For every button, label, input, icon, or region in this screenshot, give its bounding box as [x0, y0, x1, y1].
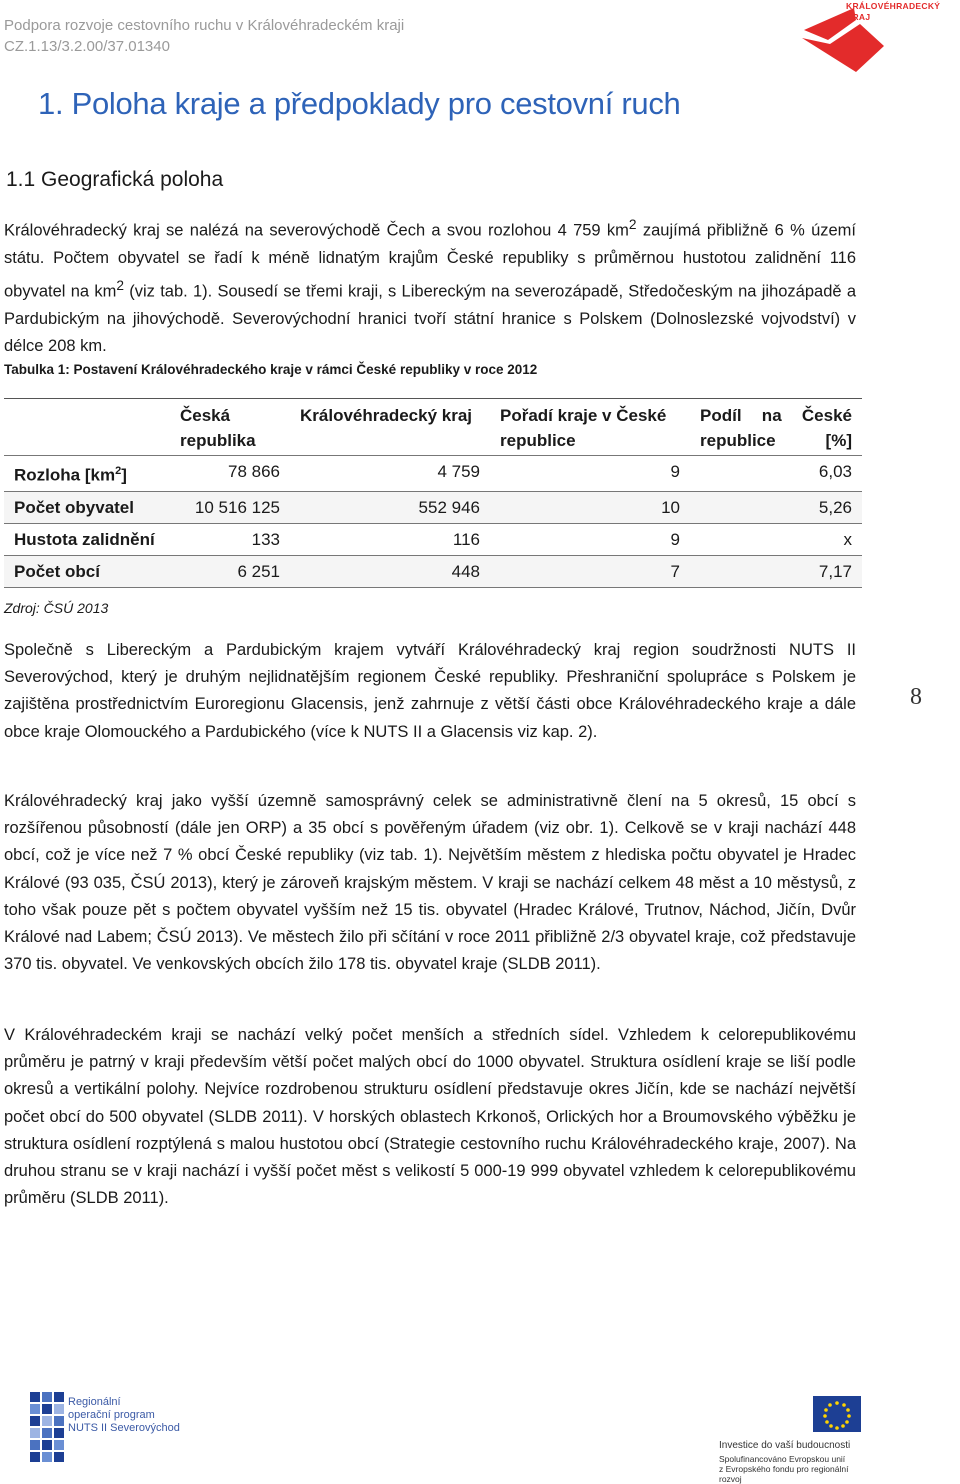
eu-logo	[715, 1396, 865, 1484]
column-header: Česká republika	[180, 406, 256, 450]
rop-logo-text	[68, 1396, 180, 1435]
section-title: 1.1 Geografická poloha	[6, 168, 224, 191]
paragraph-3: Královéhradecký kraj jako vyšší územně samosprávný celek se administrativně člení na 5 okresů, 15 obcí s rozšířenou působností (dále jen ORP) a 35 obcí s pověřeným úřadem (viz obr. 1). Celkově se v kraji nachází 448 obcí, což je více než 7 % obcí České republiky (viz tab. 1). Největším městem z hlediska počtu obyvatel je Hradec Králové (93 035, ČSÚ 2013), který je zároveň krajským městem. V kraji se nachází celkem 48 měst a 10 městysů, z toho však pouze pět s počtem obyvatel vyšším než 15 tis. obyvatel (Hradec Králové, Trutnov, Náchod, Jičín, Dvůr Králové nad Labem; ČSÚ 2013). Ve městech žilo při sčítání v roce 2011 přibližně 2/3 obyvatel kraje, což představuje 370 tis. obyvatel. Ve venkovských obcích žilo 178 tis. obyvatel kraje (SLDB 2011).	[4, 792, 856, 974]
logo-text: KRÁLOVÉHRADECKÝ KRAJ	[846, 1, 941, 22]
table-header-row	[4, 399, 862, 456]
paragraph-1	[4, 211, 856, 360]
table-cell: 6 251	[237, 561, 280, 581]
table-cell: 552 946	[418, 497, 480, 517]
row-header: Hustota zalidnění	[14, 529, 155, 549]
row-header: Počet obyvatel	[14, 497, 134, 517]
row-label: Rozloha [km	[14, 465, 116, 485]
superscript: 2	[115, 465, 122, 477]
rop-mosaic-icon	[30, 1392, 66, 1462]
data-table	[4, 398, 862, 588]
chapter-title: 1. Poloha kraje a předpoklady pro cestovní ruch	[38, 86, 681, 121]
rop-line: operační program	[68, 1409, 155, 1421]
eu-line: z Evropského fondu pro regionální rozvoj	[719, 1464, 849, 1484]
paragraph-1-text-a: Královéhradecký kraj se nalézá na severovýchodě Čech a svou rozlohou 4 759 km	[4, 221, 629, 240]
table-cell: 10	[661, 497, 680, 517]
table-caption: Tabulka 1: Postavení Královéhradeckého kraje v rámci České republiky v roce 2012	[4, 362, 538, 377]
table-cell: 9	[670, 529, 680, 549]
table-cell: 7	[670, 561, 680, 581]
rop-logo	[30, 1392, 210, 1462]
column-header: Pořadí kraje v České republice	[500, 406, 667, 450]
row-header: Počet obcí	[14, 561, 100, 581]
paragraph-4: V Královéhradeckém kraji se nachází velký počet menších a středních sídel. Vzhledem k celorepublikovému průměru je patrný v kraji především větší počet malých obcí do 1000 obyvatel. Struktura osídlení kraje se liší podle okresů a vertikální polohy. Nejvíce rozdrobenou strukturu osídlení představuje okres Jičín, kde se nachází největší počet obcí do 500 obyvatel (SLDB 2011). V horských oblastech Krkonoš, Orlických hor a Broumovského výběžku je struktura osídlení rozptýlená s malou hustotou obcí (Strategie cestovního ruchu Královéhradeckého kraje, 2007). Na druhou stranu se v kraji nachází i vyšší počet měst s velikostí 5 000-19 999 obyvatel vzhledem k celorepublikovému průměru (SLDB 2011).	[4, 1026, 856, 1208]
rop-line: Regionální	[68, 1396, 121, 1408]
paragraph-1-text-c: (viz tab. 1). Sousedí se třemi kraji, s Libereckým na severozápadě, Středočeským na jihozápadě a Pardubickým na jihovýchodě. Severovýchodní hranici tvoří státní hranice s Polskem (Dolnoslezské vojvodství) v délce 208 km.	[4, 282, 856, 355]
table-cell: 6,03	[818, 462, 852, 481]
paragraph-2: Společně s Libereckým a Pardubickým krajem vytváří Královéhradecký kraj region soudržnosti NUTS II Severovýchod, který je druhým nejlidnatějším regionem České republiky. Přeshraniční spolupráce s Polskem je zajištěna prostřednictvím Euroregionu Glacensis, jenž zahrnuje z větší části obce Královéhradeckého kraje a dále obce kraje Olomouckého a Pardubického (více k NUTS II a Glacensis viz kap. 2).	[4, 641, 856, 741]
table-cell: 10 516 125	[194, 497, 280, 517]
table-row	[4, 491, 862, 523]
eu-line: Spolufinancováno Evropskou unií	[719, 1454, 846, 1464]
table-cell: 133	[251, 529, 280, 549]
table-row	[4, 523, 862, 555]
table-row	[4, 555, 862, 587]
superscript: 2	[628, 217, 637, 232]
row-header	[4, 456, 170, 492]
table-cell: 4 759	[437, 462, 480, 481]
row-label-end: ]	[121, 465, 127, 485]
column-header: Podíl na České republice [%]	[700, 406, 852, 450]
table-cell: 5,26	[818, 497, 852, 517]
project-title: Podpora rozvoje cestovního ruchu v Královéhradeckém kraji	[4, 17, 405, 34]
eu-cofinance-text	[719, 1454, 869, 1484]
page-number: 8	[910, 684, 922, 710]
kralovehradecky-kraj-logo	[794, 0, 960, 76]
table-cell: 448	[451, 561, 480, 581]
table-cell: 78 866	[228, 462, 280, 481]
paragraph-1-text-b: zaujímá přibližně 6 % území státu. Počtem obyvatel se řadí k méně lidnatým krajům České republiky s průměrnou hustotou zalidnění 116 obyvatel na km	[4, 221, 856, 301]
superscript: 2	[116, 277, 124, 293]
table-row	[4, 456, 862, 492]
project-code: CZ.1.13/3.2.00/37.01340	[4, 38, 170, 55]
table-cell: 7,17	[818, 561, 852, 581]
table-cell: 116	[452, 529, 480, 549]
eu-flag-icon	[715, 1396, 865, 1440]
column-header	[4, 399, 170, 456]
column-header: Královéhradecký kraj	[300, 406, 472, 425]
table-cell: 9	[670, 462, 680, 481]
eu-slogan: Investice do vaší budoucnosti	[719, 1440, 851, 1451]
table-source: Zdroj: ČSÚ 2013	[4, 600, 109, 616]
table-cell: x	[843, 529, 852, 549]
rop-line: NUTS II Severovýchod	[68, 1422, 180, 1434]
